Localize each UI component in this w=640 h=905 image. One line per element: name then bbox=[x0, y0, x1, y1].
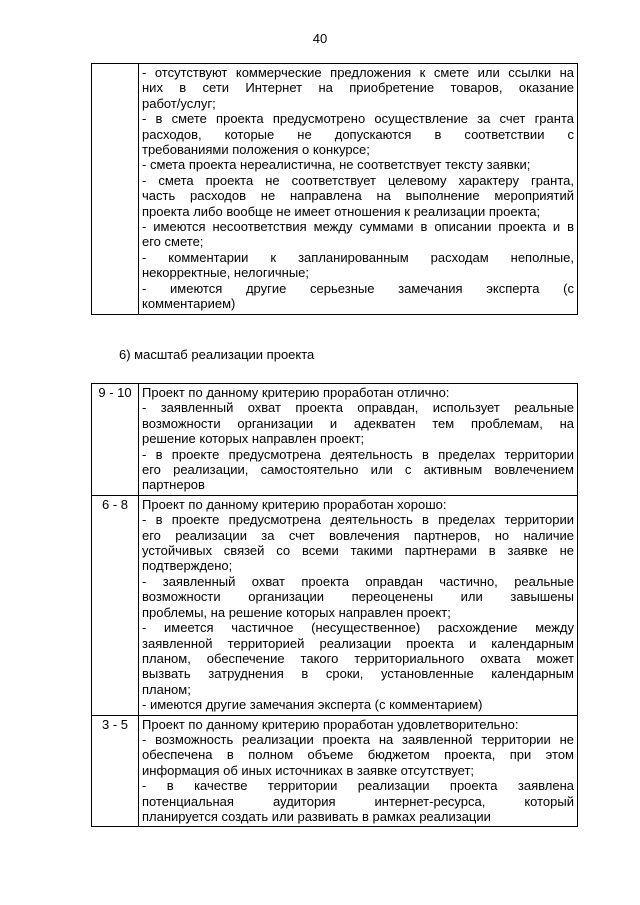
section-heading: 6) масштаб реализации проекта bbox=[119, 347, 315, 362]
description-cell bbox=[139, 715, 578, 827]
description-line: - имеются несоответствия между суммами в описании проекта и в bbox=[142, 219, 574, 235]
description-line: - в качестве территории реализации проекта заявлена bbox=[142, 778, 574, 794]
description-line: некорректные, нелогичные; bbox=[142, 265, 310, 281]
description-line: - имеются другие серьезные замечания эксперта (с bbox=[142, 280, 574, 296]
description-line: партнеров bbox=[142, 477, 205, 493]
table-row bbox=[92, 495, 578, 715]
description-line: требованиями положения о конкурсе; bbox=[142, 142, 370, 158]
description-line: потенциальная аудитория интернет-ресурса, который bbox=[142, 793, 574, 809]
description-line: планом, обеспечение такого территориального охвата может bbox=[142, 650, 574, 666]
description-line: - отсутствуют коммерческие предложения к смете или ссылки на bbox=[142, 65, 574, 80]
criteria-table-scale bbox=[91, 383, 578, 827]
description-line: - заявленный охват проекта оправдан, использует реальные bbox=[142, 400, 574, 416]
description-line: его смете; bbox=[142, 234, 204, 250]
description-line: - в проекте предусмотрена деятельность в пределах территории bbox=[142, 446, 574, 462]
description-line: его реализации за счет вовлечения партнеров, но наличие bbox=[142, 527, 574, 543]
description-line: его реализации, самостоятельно или с активным вовлечением bbox=[142, 462, 574, 478]
description-line: них в сети Интернет на приобретение товаров, оказание bbox=[142, 80, 574, 96]
description-line: работ/услуг; bbox=[142, 95, 216, 111]
description-line: - комментарии к запланированным расходам неполные, bbox=[142, 249, 574, 265]
description-line: возможности организации переоценены или завышены bbox=[142, 589, 574, 605]
description-line: возможности организации и адекватен тем проблемам, на bbox=[142, 415, 574, 431]
description-line: устойчивых связей со всеми такими партнерами в заявке не bbox=[142, 543, 574, 559]
description-line: решение которых направлен проект; bbox=[142, 431, 365, 447]
description-line: подтверждено; bbox=[142, 558, 233, 574]
table-row bbox=[92, 64, 578, 315]
description-line: планом; bbox=[142, 681, 191, 697]
description-cell bbox=[139, 495, 578, 715]
description-line: - смета проекта не соответствует целевому характеру гранта, bbox=[142, 172, 574, 188]
description-line: - в проекте предусмотрена деятельность в пределах территории bbox=[142, 512, 574, 528]
description-line: проекта либо вообще не имеет отношения к реализации проекта; bbox=[142, 203, 541, 219]
description-line: - имеется частичное (несущественное) расхождение между bbox=[142, 620, 574, 636]
description-line: Проект по данному критерию проработан хорошо: bbox=[142, 496, 447, 512]
description-line: заявленной территорией реализации проекта и календарным bbox=[142, 635, 574, 651]
score-cell bbox=[92, 64, 139, 315]
description-line: планируется создать или развивать в рамках реализации bbox=[142, 808, 491, 824]
score-cell: 6 - 8 bbox=[92, 495, 139, 715]
description-line: Проект по данному критерию проработан удовлетворительно: bbox=[142, 716, 519, 732]
table-row bbox=[92, 715, 578, 827]
page-number: 40 bbox=[312, 31, 328, 46]
description-line: - заявленный охват проекта оправдан частично, реальные bbox=[142, 573, 574, 589]
description-line: Проект по данному критерию проработан отлично: bbox=[142, 385, 450, 400]
description-line: - в смете проекта предусмотрено осуществление за счет гранта bbox=[142, 111, 574, 127]
description-cell bbox=[139, 64, 578, 315]
description-line: - имеются другие замечания эксперта (с комментарием) bbox=[142, 697, 483, 713]
description-line: - смета проекта нереалистична, не соответствует тексту заявки; bbox=[142, 157, 531, 173]
description-line: часть расходов не направлена на выполнение мероприятий bbox=[142, 188, 574, 204]
description-line: расходов, которые не допускаются в соответствии с bbox=[142, 126, 574, 142]
description-line: информация об иных источниках в заявке отсутствует; bbox=[142, 762, 475, 778]
table-row bbox=[92, 384, 578, 496]
description-line: вызвать затруднения в сроки, установленные календарным bbox=[142, 666, 574, 682]
description-line: обеспечена в полном объеме бюджетом проекта, при этом bbox=[142, 747, 574, 763]
description-cell bbox=[139, 384, 578, 496]
description-line: - возможность реализации проекта на заявленной территории не bbox=[142, 731, 574, 747]
score-cell: 3 - 5 bbox=[92, 715, 139, 827]
criteria-table-continued bbox=[91, 63, 578, 315]
description-line: проблемы, на решение которых направлен проект; bbox=[142, 604, 451, 620]
description-line: комментарием) bbox=[142, 296, 236, 312]
score-cell: 9 - 10 bbox=[92, 384, 139, 496]
